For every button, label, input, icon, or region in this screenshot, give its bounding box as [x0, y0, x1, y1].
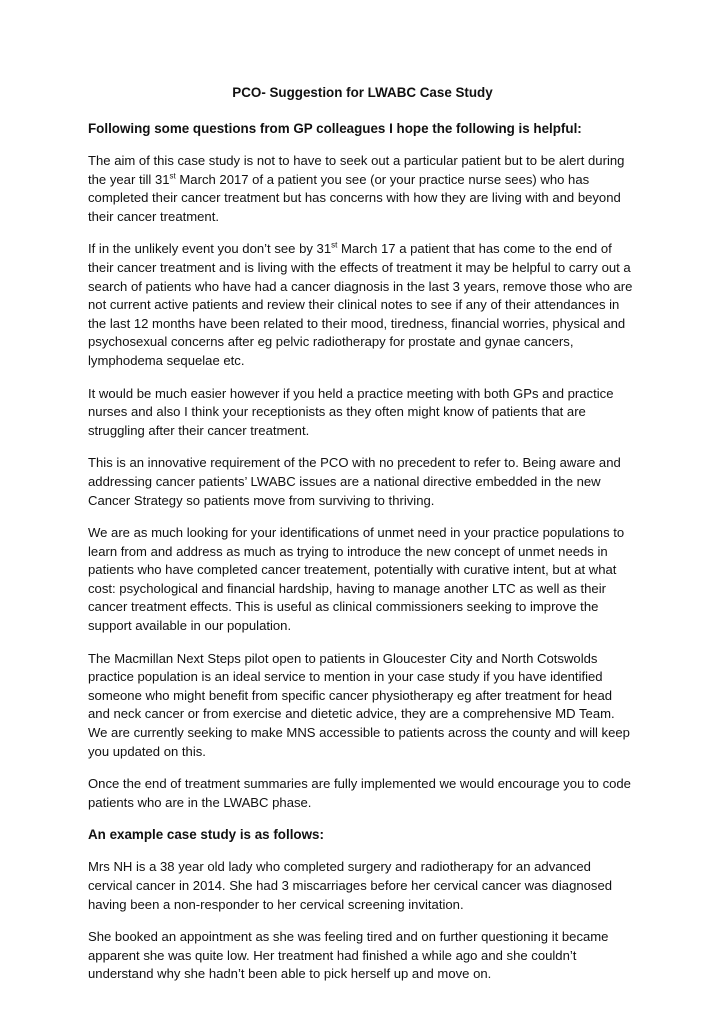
- paragraph-treatment-summaries: Once the end of treatment summaries are fully implemented we would encourage you to code patients who are in the LWABC phase.: [88, 776, 631, 810]
- ordinal-suffix: st: [331, 241, 338, 251]
- paragraph-macmillan-next-steps: The Macmillan Next Steps pilot open to patients in Gloucester City and North Cotswolds practice population is an ideal service to mention in your case study if you have identified someone who might benefit from specific cancer physiotherapy eg after treatment for head and neck cancer or from exercise and dietetic advice, they are a comprehensive MD Team. We are currently seeking to make MNS accessible to patients across the county and will keep you updated on this.: [88, 650, 630, 759]
- paragraph-innovative-requirement: This is an innovative requirement of the PCO with no precedent to refer to. Being aware and addressing cancer patients’ LWABC issues are a national directive embedded in the new Cancer Strategy so patients move from surviving to thriving.: [88, 455, 621, 508]
- paragraph-case-history: Mrs NH is a 38 year old lady who completed surgery and radiotherapy for an advanced cervical cancer in 2014. She had 3 miscarriages before her cervical cancer was diagnosed having been a non-responder to her cervical screening invitation.: [88, 859, 613, 912]
- ordinal-suffix: st: [169, 171, 176, 181]
- paragraph-search: [88, 240, 637, 370]
- paragraph-aim-text-1: The aim of this case study is not to have to seek out a particular patient but to be alert during the year till 31: [88, 153, 625, 187]
- example-heading: An example case study is as follows:: [88, 827, 324, 843]
- intro-heading: Following some questions from GP colleagues I hope the following is helpful:: [88, 121, 582, 136]
- paragraph-search-text-2: March 17 a patient that has come to the end of their cancer treatment and is living with the effects of treatment it may be helpful to carry out a search of patients who have had a cancer diagnosis in the last 3 years, remove those who are not current active patients and review their clinical notes to see if any of their attendances in the last 12 months have been related to their mood, tiredness, financial worries, physical and psychosexual concerns after eg pelvic radiotherapy for prostate and gynae cancers, lymphodema sequelae etc.: [88, 241, 633, 368]
- paragraph-aim: [88, 152, 637, 226]
- paragraph-practice-meeting: It would be much easier however if you held a practice meeting with both GPs and practice nurses and also I think your receptionists as they often might know of patients that are struggling after their cancer treatment.: [88, 385, 614, 438]
- paragraph-case-presentation: She booked an appointment as she was feeling tired and on further questioning it became apparent she was quite low. Her treatment had finished a while ago and she couldn’t understand why she hadn’t been able to pick herself up and move on.: [88, 929, 609, 982]
- document-title: PCO- Suggestion for LWABC Case Study: [232, 85, 493, 100]
- paragraph-search-text-1: If in the unlikely event you don’t see by 31: [88, 241, 332, 257]
- paragraph-aim-text-2: March 2017 of a patient you see (or your practice nurse sees) who has completed their cancer treatment but has concerns with how they are living with and beyond their cancer treatment.: [88, 171, 621, 224]
- paragraph-unmet-need: We are as much looking for your identifications of unmet need in your practice populations to learn from and address as much as trying to introduce the new concept of unmet needs in patients who have completed cancer treatement, potentially with curative intent, but at what cost: psychological and financial hardship, having to manage another LTC as well as their cancer treatment effects. This is useful as clinical commissioners seeking to improve the support available in our population.: [88, 525, 625, 634]
